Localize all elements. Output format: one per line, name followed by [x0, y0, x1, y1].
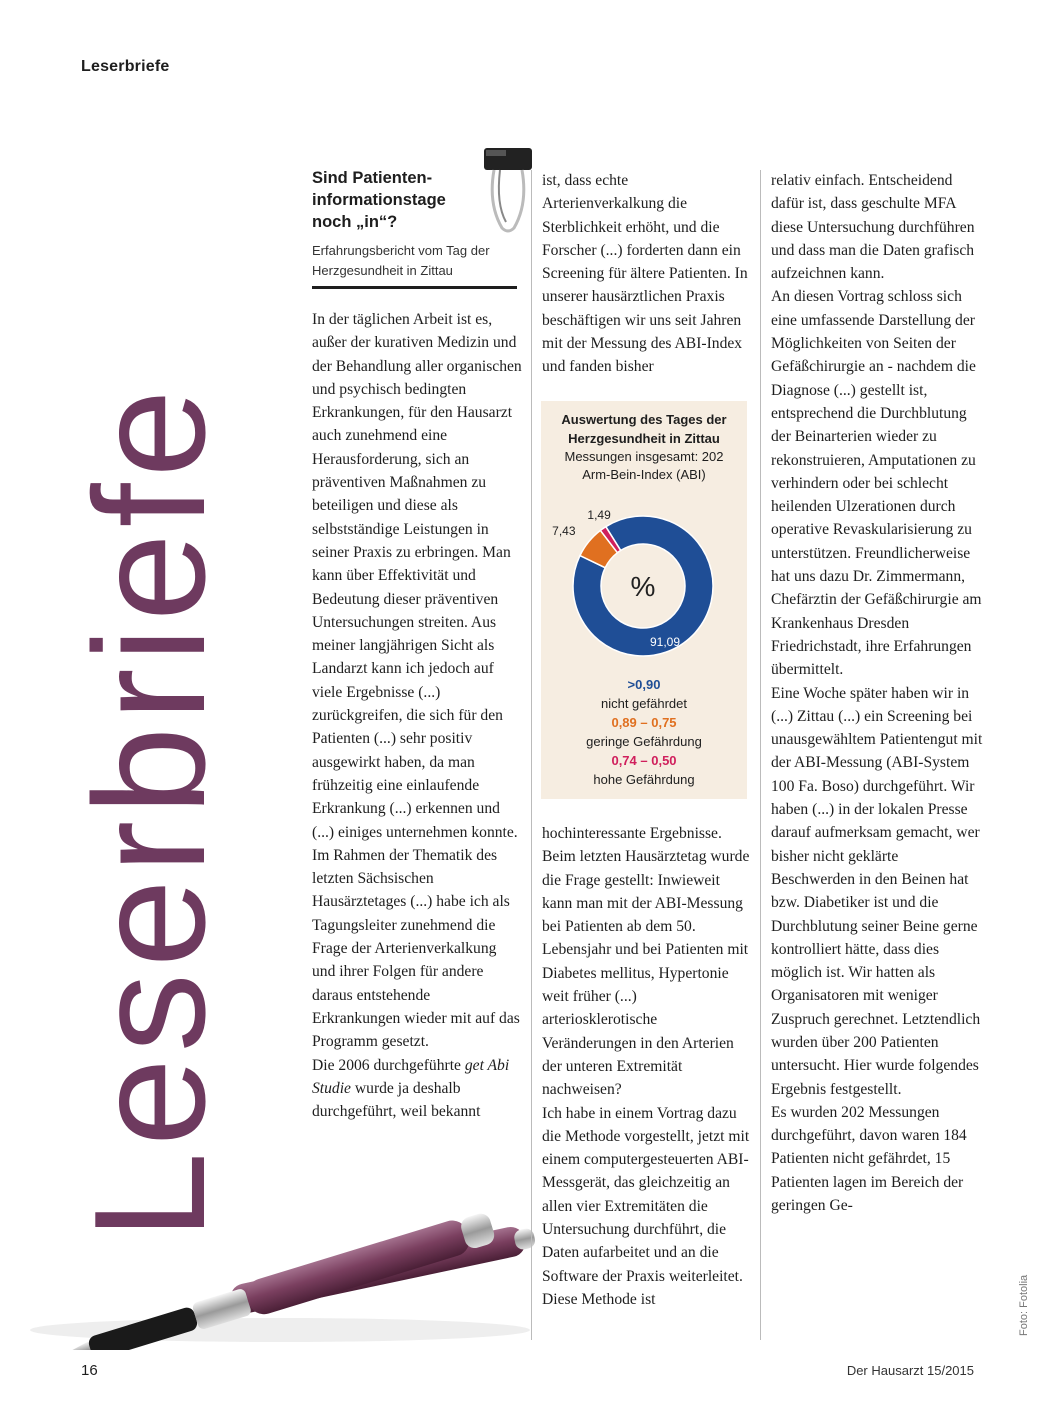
chart-subtitle: Messungen insgesamt: 202 — [564, 449, 724, 464]
donut-chart — [541, 501, 747, 671]
article-column-1 — [312, 308, 522, 1123]
chart-legend — [541, 675, 747, 789]
legend-item: 0,89 – 0,75 geringe Gefährdung — [586, 715, 702, 749]
column-divider — [760, 170, 761, 1340]
article-column-2-top — [542, 169, 750, 379]
paragraph: Eine Woche später haben wir in (...) Zittau (...) ein Screening bei unausgewähltem Patientengut mit der ABI-Messung (ABI-System 100 Fa. Boso) durchgeführt. Wir haben (...) in der lokalen Presse darauf aufmerksam gemacht, wer bisher nicht geklärte Beschwerden in den Beinen hat bzw. Diabetiker ist und die Durchblutung seiner Beine gerne kontrolliert hätte, dass dies möglich ist. Wir hatten als Organisatoren mit weniger Zuspruch gerechnet. Letztendlich wurden über 200 Patienten untersucht. Hier wurde folgendes Ergebnis festgestellt. — [771, 684, 983, 1098]
section-label: Leserbriefe — [81, 58, 170, 75]
paragraph: hochinteressante Ergebnisse. Beim letzten Hausärztetag wurde die Frage gestellt: Inwieweit kann man mit der ABI-Messung bei Patienten ab dem 50. Lebensjahr und bei Patienten mit Diabetes mellitus, Hypertonie weit früher (...) arteriosklerotische Veränderungen in den Arterien der unteren Extremität nachweisen? — [542, 825, 750, 1099]
legend-item: 0,74 – 0,50 hohe Gefährdung — [593, 753, 695, 787]
paragraph: relativ einfach. Entscheidend dafür ist, dass geschulte MFA diese Untersuchung durchführen und dass man die Daten grafisch aufzeichnen kann. — [771, 172, 975, 283]
paragraph: Ich habe in einem Vortrag dazu die Methode vorgestellt, jetzt mit einem computergesteuerten ABI-Messgerät, das gleichzeitig an allen vier Extremitäten die Untersuchung durchführt, die Daten aufarbeitet und an die Software der Praxis weiterleitet. Diese Methode ist — [542, 1104, 750, 1308]
article-column-2-bottom — [542, 822, 750, 1311]
chart-title: Auswertung des Tages der Herzgesundheit in Zittau — [561, 412, 727, 446]
photo-credit: Foto: Fotolia — [1018, 1274, 1030, 1336]
publication-info: Der Hausarzt 15/2015 — [846, 1363, 974, 1378]
article-headline: Sind Patienteninformationstage noch „in“? — [312, 169, 446, 231]
column-divider — [531, 170, 532, 1340]
paragraph: ist, dass echte Arterienverkalkung die Sterblichkeit erhöht, und die Forscher (...) forderten dann ein Screening für ältere Patienten. In unserer hausärztlichen Praxis beschäftigen wir uns seit Jahren mit der Messung des ABI-Index und fanden bisher — [542, 172, 748, 376]
slice-label: 7,43 — [552, 523, 576, 538]
paragraph: In der täglichen Arbeit ist es, außer der kurativen Medizin und der Behandlung aller organischen und psychisch bedingten Erkrankungen, für den Hausarzt auch zunehmend eine Herausforderung, sich an präventiven Maßnahmen zu beteiligen und diese als selbstständige Leistungen in seiner Praxis zu erbringen. Man kann über Effektivität und Bedeutung dieser präventiven Untersuchungen streiten. Aus meiner langjährigen Sicht als Landarzt kann ich jedoch auf viele Ergebnisse (...) zurückgreifen, die sich für den Patienten (...) sehr positiv ausgewirkt haben, da man frühzeitig eine einlaufende Erkrankung (...) erkennen und (...) einiges unternehmen konnte. Im Rahmen der Thematik des letzten Sächsischen Hausärztetages (...) habe ich als Tagungsleiter zunehmend die Frage der Arterienverkalkung und ihrer Folgen für andere daraus entstehende Erkrankungen wieder mit auf das Programm gesetzt. — [312, 311, 522, 1051]
vertical-title: Leserbriefe — [62, 383, 238, 1240]
legend-item: >0,90 nicht gefährdet — [600, 677, 687, 711]
headline-rule — [312, 286, 517, 289]
center-label: % — [630, 571, 656, 602]
abi-chart-box — [541, 401, 747, 799]
paragraph: Es wurden 202 Messungen durchgeführt, davon waren 184 Patienten nicht gefährdet, 15 Patienten lagen im Bereich der geringen Ge- — [771, 1103, 967, 1215]
article-subheadline: Erfahrungsbericht vom Tag der Herzgesundheit in Zittau — [312, 243, 490, 278]
article-column-3 — [771, 169, 985, 1217]
slice-label: 1,49 — [587, 508, 611, 523]
page-number: 16 — [81, 1362, 98, 1379]
chart-subtitle: Arm-Bein-Index (ABI) — [582, 467, 706, 482]
binder-clip-icon — [480, 144, 536, 234]
paragraph: Die 2006 durchgeführte get Abi Studie wurde ja deshalb durchgeführt, weil bekannt — [312, 1056, 510, 1121]
slice-label: 91,09 — [649, 635, 681, 649]
paragraph: An diesen Vortrag schloss sich eine umfassende Darstellung der Möglichkeiten von Seiten der Gefäßchirurgie an - nachdem die Diagnose (...) gestellt ist, entsprechend die Durchblutung der Beinarterien wieder zu rekonstruieren, Amputationen zu verhindern oder bei schlecht heilenden Ulzerationen durch operative Revaskularisierung zu unterstützen. Freundlicherweise hat uns dazu Dr. Zimmermann, Chefärztin der Gefäßchirurgie am Krankenhaus Dresden Friedrichstadt, ihre Erfahrungen übermittelt. — [771, 288, 982, 679]
